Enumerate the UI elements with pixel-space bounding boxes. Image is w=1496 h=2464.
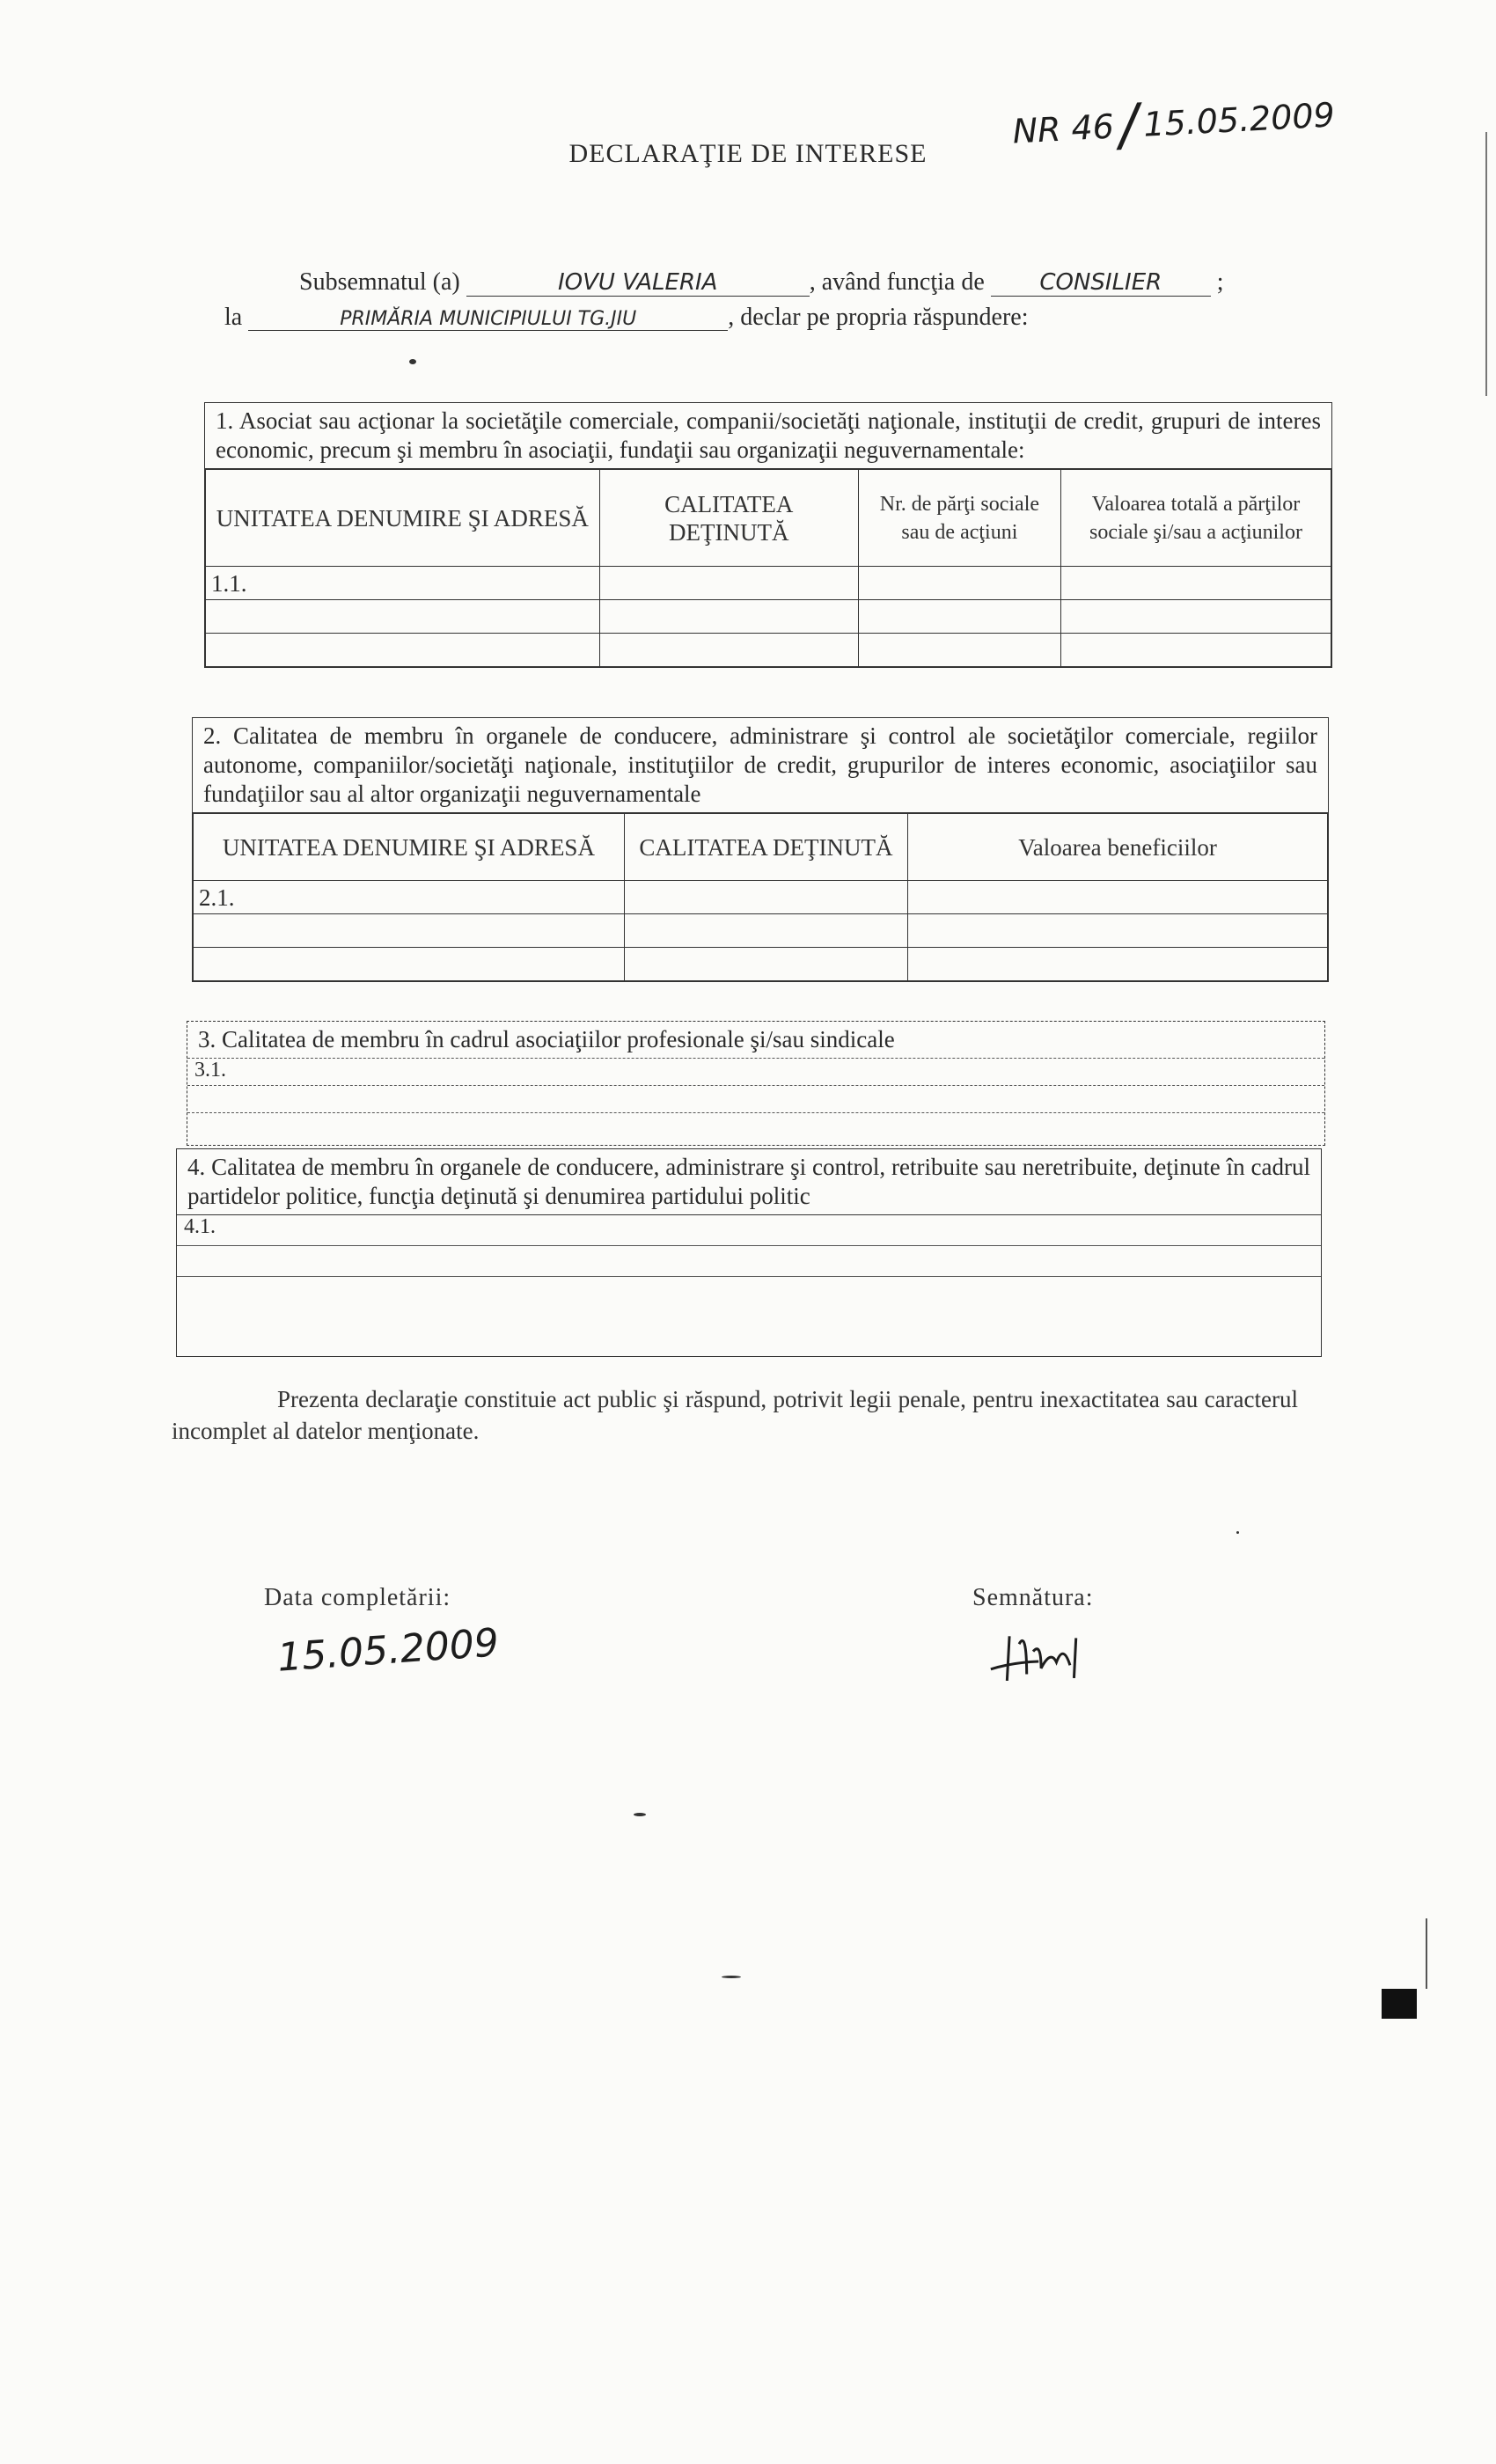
section-1 <box>204 402 1332 668</box>
col-unitatea: UNITATEA DENUMIRE ŞI ADRESĂ <box>206 470 600 567</box>
row-label: 1.1. <box>206 567 600 600</box>
section-4-heading: 4. Calitatea de membru în organele de conducere, administrare şi control, retribuite sau neretribuite, deţinute în cadrul partidelor politice, funcţia deţinută şi denumirea partidului politic <box>177 1149 1321 1215</box>
la-label: la <box>224 304 243 331</box>
col-unitatea: UNITATEA DENUMIRE ŞI ADRESĂ <box>194 814 625 881</box>
col-valoarea: Valoarea totală a părţilor sociale şi/sau a acţiunilor <box>1061 470 1331 567</box>
reg-date: 15.05.2009 <box>1142 95 1336 144</box>
intro-line-1: Subsemnatul (a) IOVU VALERIA , având funcţia de CONSILIER ; <box>299 268 1224 296</box>
col-nr-parti: Nr. de părţi sociale sau de acţiuni <box>858 470 1060 567</box>
scan-speck <box>722 1976 741 1978</box>
name-field: IOVU VALERIA <box>466 269 810 297</box>
row-label: 4.1. <box>177 1215 1321 1246</box>
col-calitatea: CALITATEA DEŢINUTĂ <box>599 470 858 567</box>
function-field: CONSILIER <box>991 269 1211 297</box>
row-label: 2.1. <box>194 881 625 914</box>
legal-statement: Prezenta declaraţie constituie act public şi răspund, potrivit legii penale, pentru inexactitatea sau caracterul incomplet al datelor menţionate. <box>172 1386 1298 1444</box>
declar-label: , declar pe propria răspundere: <box>728 304 1029 331</box>
date-label: Data completării: <box>264 1584 451 1611</box>
intro-line-2 <box>224 304 1029 332</box>
col-valoarea-beneficiilor: Valoarea beneficiilor <box>908 814 1328 881</box>
scan-edge-line <box>1426 1918 1427 1989</box>
section-2-heading: 2. Calitatea de membru în organele de conducere, administrare şi control ale societăţilor comerciale, regiilor autonome, companiilor/societăţi naţionale, instituţiilor de credit, grupurilor de interes economic, asociaţiilor sau fundaţiilor sau al altor organizaţii neguvernamentale <box>193 718 1328 813</box>
document-title: DECLARAŢIE DE INTERESE <box>568 139 928 168</box>
col-calitatea: CALITATEA DEŢINUTĂ <box>624 814 907 881</box>
reg-number: NR 46 <box>1011 106 1115 151</box>
function-label: , având funcţia de <box>809 268 985 296</box>
signature-image <box>982 1617 1112 1700</box>
section-2-table <box>193 813 1328 981</box>
scan-speck <box>1236 1531 1239 1534</box>
date-value: 15.05.2009 <box>275 1620 501 1681</box>
section-4 <box>176 1148 1322 1357</box>
scan-speck <box>634 1813 646 1816</box>
signature-label: Semnătura: <box>972 1584 1094 1611</box>
registration-number: NR 46/15.05.2009 <box>1011 92 1336 159</box>
section-3-heading: 3. Calitatea de membru în cadrul asociaţiilor profesionale şi/sau sindicale <box>187 1022 1324 1059</box>
section-1-table <box>205 469 1331 667</box>
institution-field: PRIMĂRIA MUNICIPIULUI TG.JIU <box>248 308 728 331</box>
section-3 <box>187 1021 1325 1146</box>
subsemnatul-label: Subsemnatul (a) <box>299 268 460 296</box>
row-label: 3.1. <box>187 1059 1324 1086</box>
signature-scribble <box>982 1617 1111 1691</box>
scan-mark <box>1382 1989 1417 2019</box>
scan-speck <box>409 359 416 364</box>
scan-edge-line <box>1485 132 1487 396</box>
section-2 <box>192 717 1329 982</box>
section-1-heading: 1. Asociat sau acţionar la societăţile comerciale, companii/societăţi naţionale, instituţii de credit, grupuri de interes economic, precum şi membru în asociaţii, fundaţii sau organizaţii neguvernamentale: <box>205 403 1331 469</box>
